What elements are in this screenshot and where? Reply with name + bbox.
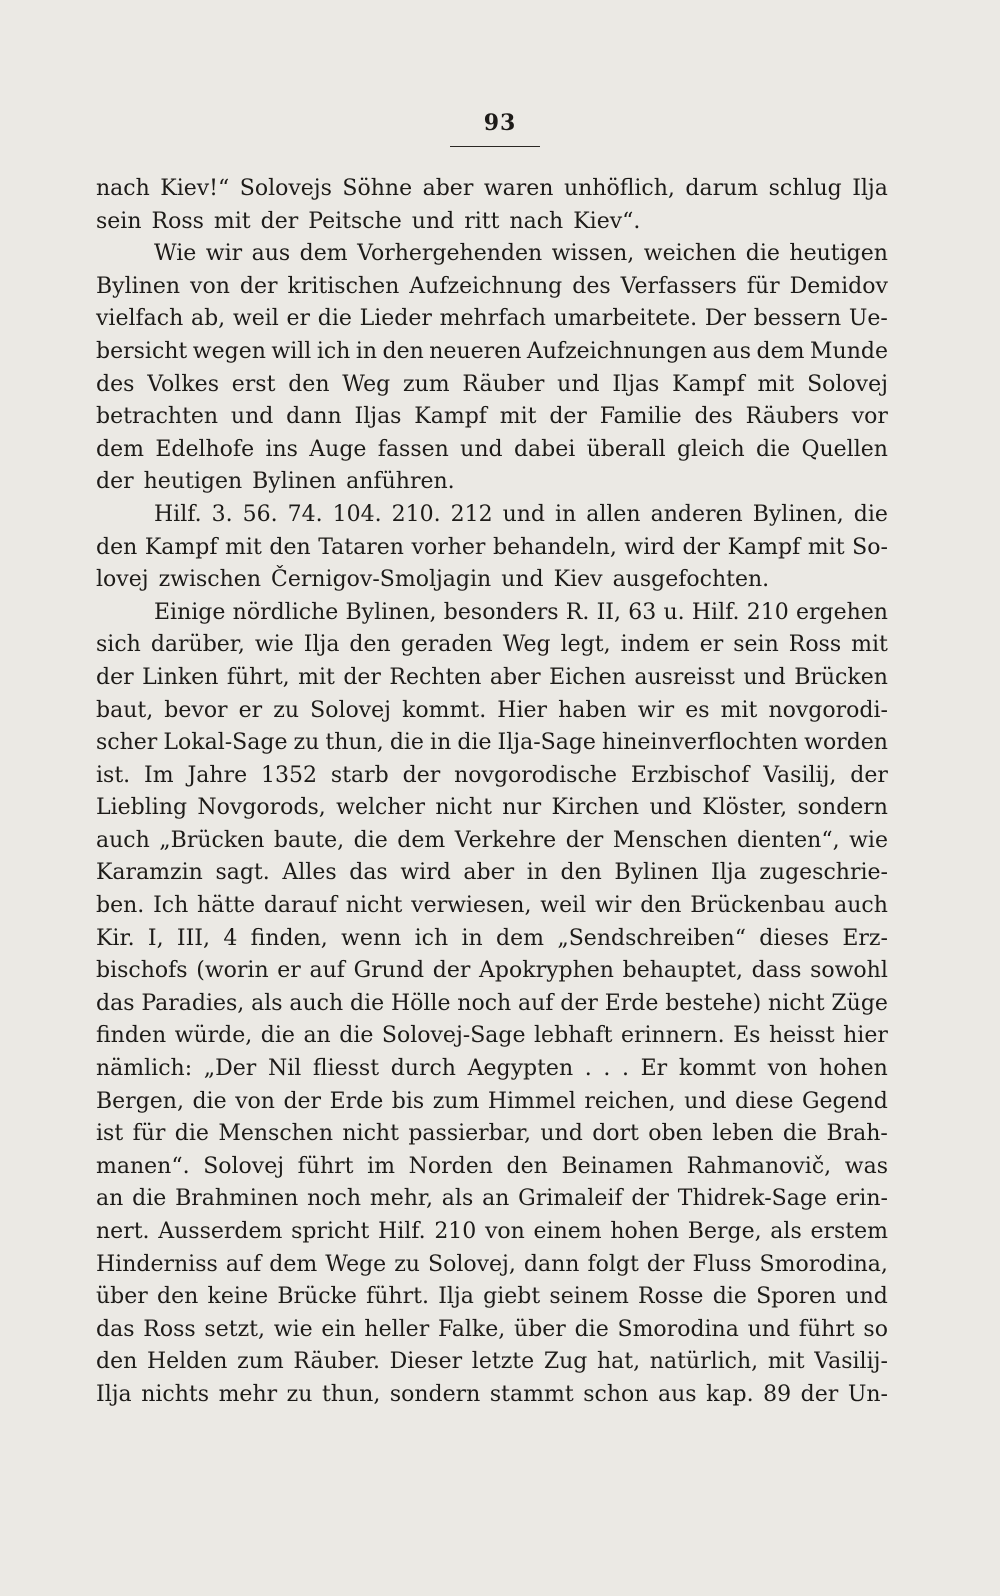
text-line: ist. Im Jahre 1352 starb der novgorodische Erzbischof Vasilij, der [96,762,888,788]
text-line: ist für die Menschen nicht passierbar, und dort oben leben die Brah- [96,1121,888,1147]
text-line: Bergen, die von der Erde bis zum Himmel reichen, und diese Gegend [96,1088,888,1114]
text-line: Einige nördliche Bylinen, besonders R. II, 63 u. Hilf. 210 ergehen [154,599,888,625]
text-line: lovej zwischen Černigov-Smoljagin und Kiev ausgefochten. [96,567,770,593]
text-line: bersicht wegen will ich in den neueren Aufzeichnungen aus dem Munde [96,338,888,364]
text-line: der heutigen Bylinen anführen. [96,469,455,495]
text-line: finden würde, die an die Solovej-Sage lebhaft erinnern. Es heisst hier [96,1023,888,1049]
text-line: das Paradies, als auch die Hölle noch auf der Erde bestehe) nicht Züge [96,990,888,1016]
text-line: ben. Ich hätte darauf nicht verwiesen, weil wir den Brückenbau auch [96,893,888,919]
text-line: Hilf. 3. 56. 74. 104. 210. 212 und in allen anderen Bylinen, die [154,501,888,527]
text-line: des Volkes erst den Weg zum Räuber und Iljas Kampf mit Solovej [96,371,888,397]
text-line: vielfach ab, weil er die Lieder mehrfach umarbeitete. Der bessern Ue- [96,306,888,332]
text-line: Kir. I, III, 4 finden, wenn ich in dem „Sendschreiben“ dieses Erz- [96,925,888,951]
text-line: nämlich: „Der Nil fliesst durch Aegypten . . . Er kommt von hohen [96,1056,888,1082]
text-line: der Linken führt, mit der Rechten aber Eichen ausreisst und Brücken [96,664,888,690]
text-line: nach Kiev!“ Solovejs Söhne aber waren unhöflich, darum schlug Ilja [96,176,888,201]
text-line: den Helden zum Räuber. Dieser letzte Zug hat, natürlich, mit Vasilij- [96,1349,888,1375]
text-line: dem Edelhofe ins Auge fassen und dabei überall gleich die Quellen [96,436,888,462]
text-line: manen“. Solovej führt im Norden den Beinamen Rahmanovič, was [96,1153,888,1179]
text-line: nert. Ausserdem spricht Hilf. 210 von einem hohen Berge, als erstem [96,1219,888,1244]
text-line: sein Ross mit der Peitsche und ritt nach Kiev“. [96,208,641,234]
text-line: scher Lokal-Sage zu thun, die in die Ilja-Sage hineinverflochten worden [96,730,888,756]
text-line: bischofs (worin er auf Grund der Apokryphen behauptet, dass sowohl [96,958,888,984]
text-line: an die Brahminen noch mehr, als an Grimaleif der Thidrek-Sage erin- [96,1186,888,1212]
body-text [96,173,888,1412]
text-line: betrachten und dann Iljas Kampf mit der Familie des Räubers vor [96,404,888,430]
text-line: sich darüber, wie Ilja den geraden Weg legt, indem er sein Ross mit [96,632,888,658]
text-line: auch „Brücken baute, die dem Verkehre der Menschen dienten“, wie [96,827,888,853]
page-number: 93 [483,110,517,136]
text-line: Ilja nichts mehr zu thun, sondern stammt schon aus kap. 89 der Un- [96,1381,888,1407]
text-line: Hinderniss auf dem Wege zu Solovej, dann folgt der Fluss Smorodina, [96,1251,888,1277]
text-line: Bylinen von der kritischen Aufzeichnung des Verfassers für Demidov [96,273,888,299]
text-line: baut, bevor er zu Solovej kommt. Hier haben wir es mit novgorodi- [96,697,888,723]
text-line: Wie wir aus dem Vorhergehenden wissen, weichen die heutigen [154,241,888,267]
header-rule [450,146,540,147]
text-line: den Kampf mit den Tataren vorher behandeln, wird der Kampf mit So- [96,534,888,560]
text-line: Karamzin sagt. Alles das wird aber in den Bylinen Ilja zugeschrie- [96,860,888,886]
text-line: Liebling Novgorods, welcher nicht nur Kirchen und Klöster, sondern [96,795,888,821]
text-line: über den keine Brücke führt. Ilja giebt seinem Rosse die Sporen und [96,1284,888,1310]
text-line: das Ross setzt, wie ein heller Falke, über die Smorodina und führt so [96,1316,888,1342]
